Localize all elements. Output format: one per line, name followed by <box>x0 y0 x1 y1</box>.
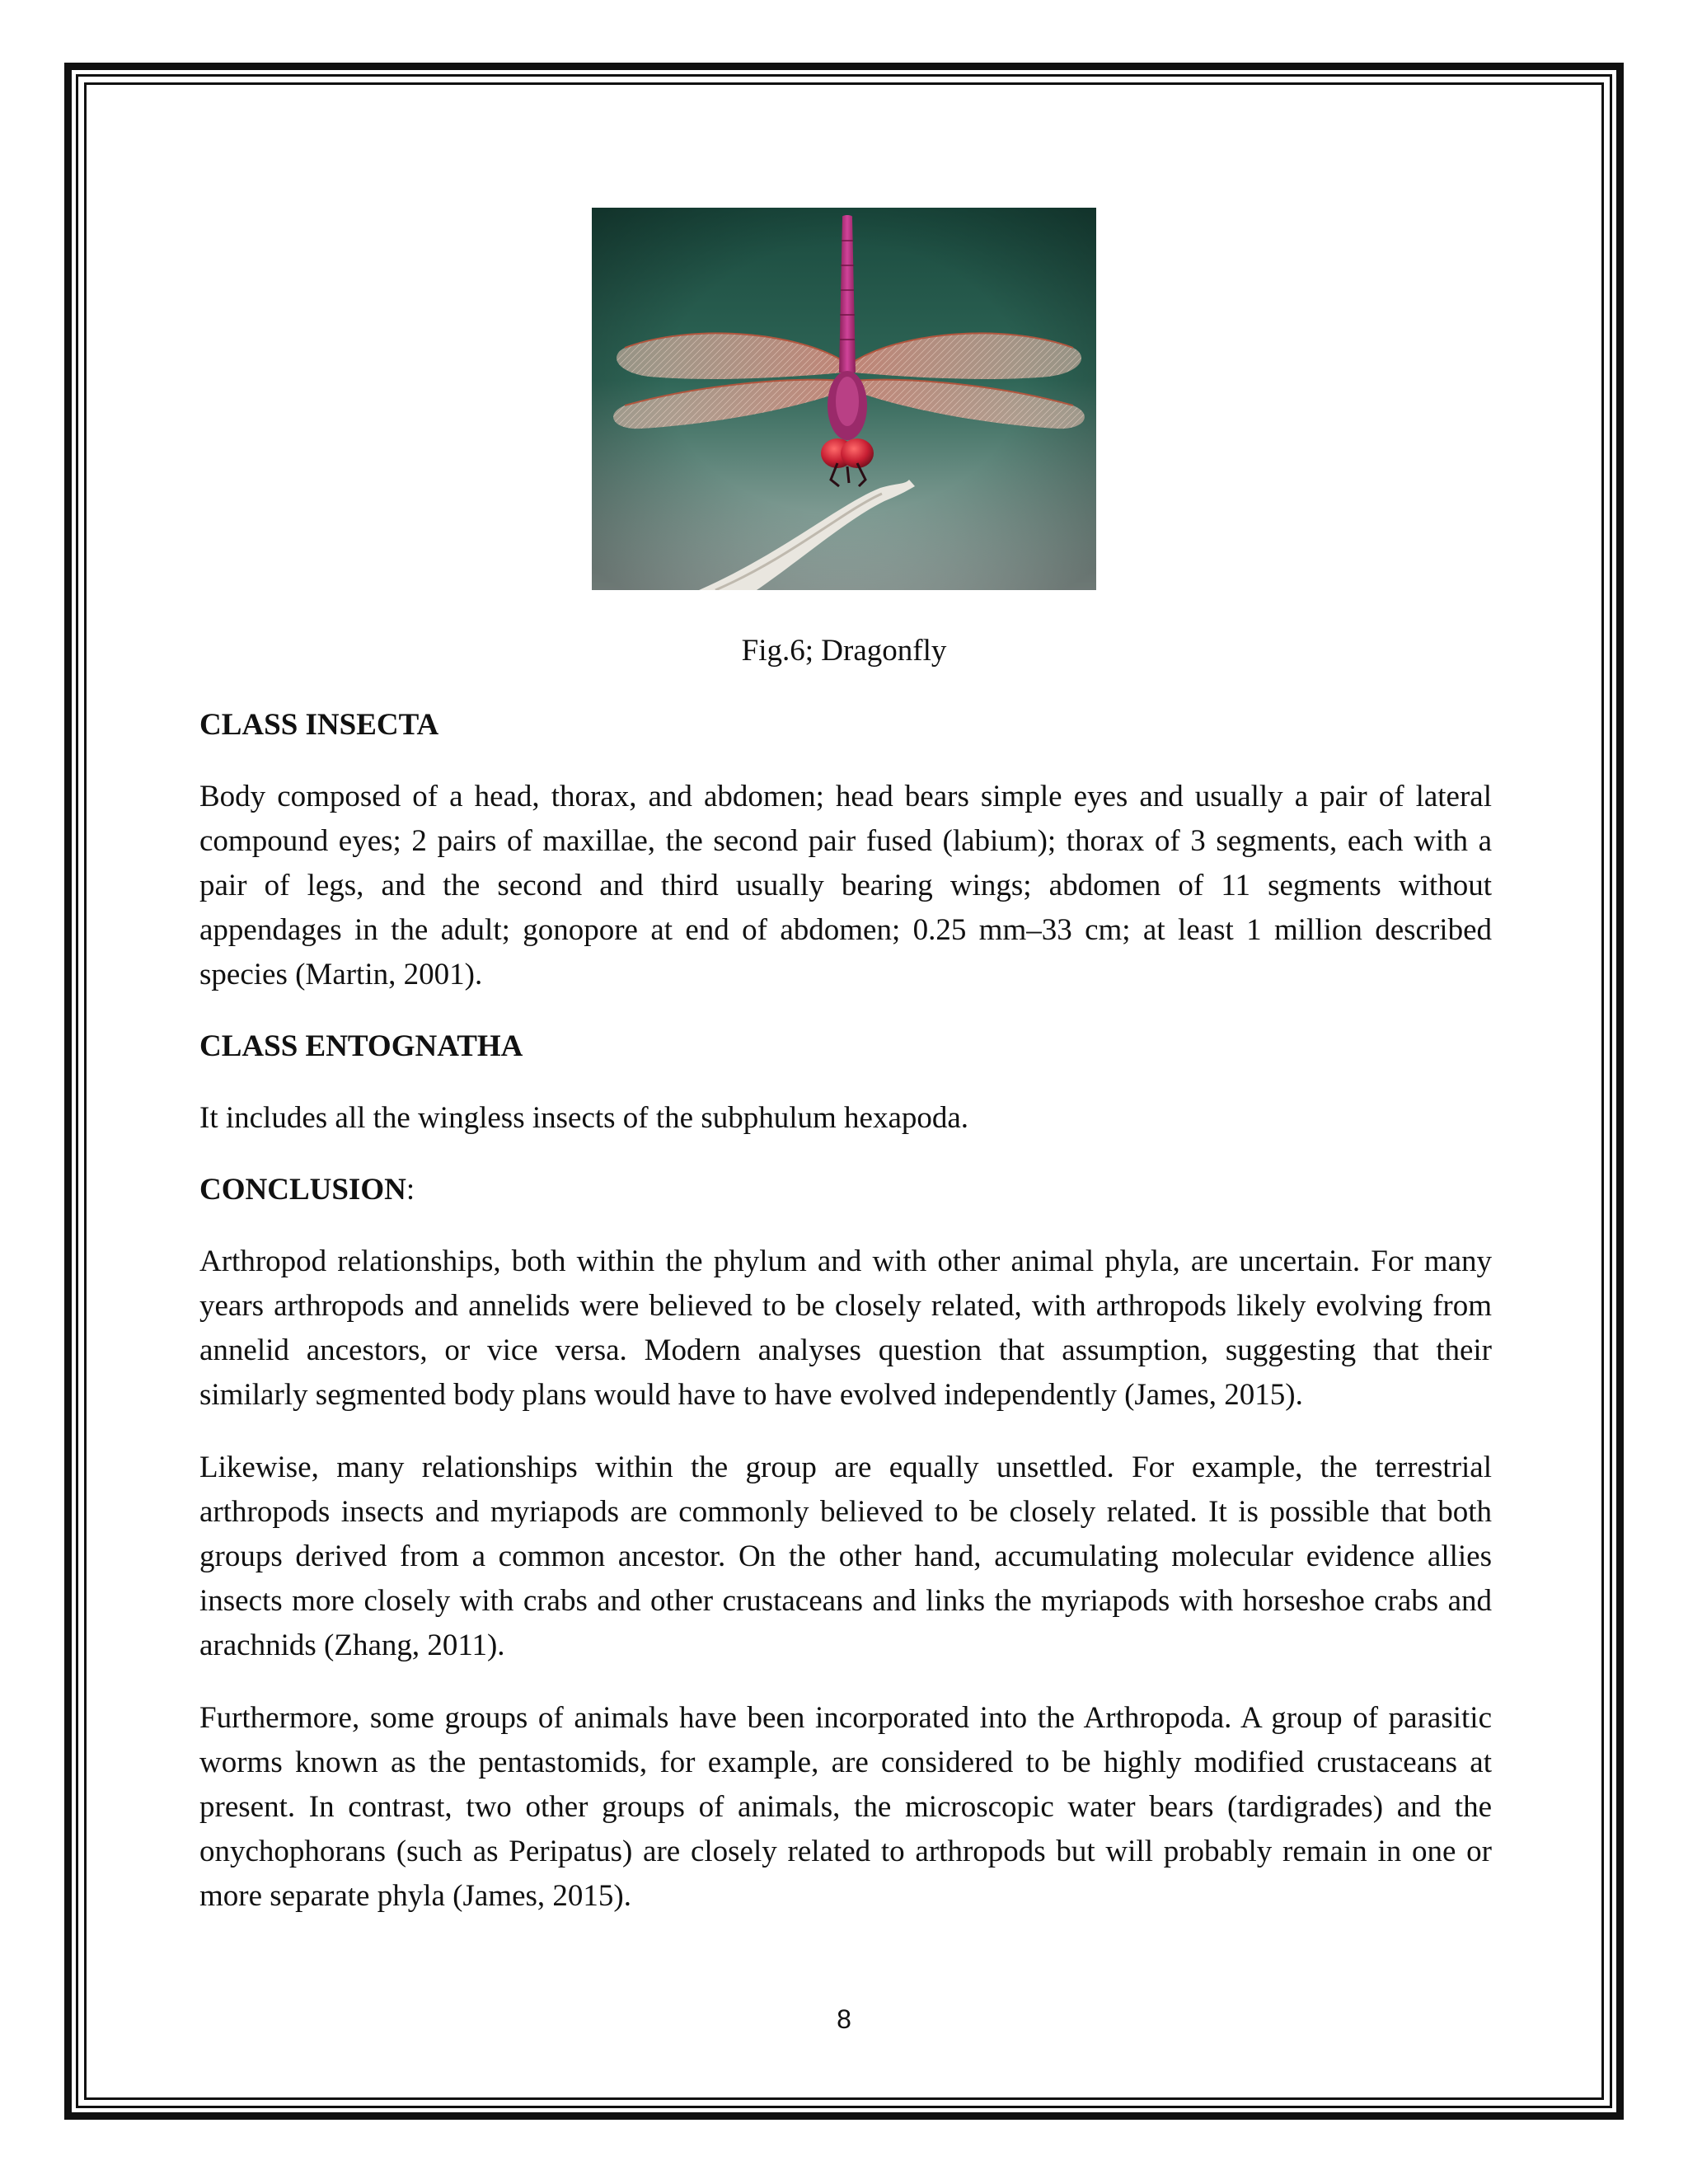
figure-caption-text: Fig.6; Dragonfly <box>741 634 947 668</box>
section-heading-conclusion <box>199 1170 1492 1210</box>
section-heading-entognatha: CLASS ENTOGNATHA <box>199 1029 523 1063</box>
document-body <box>199 705 1492 1919</box>
paragraph-conclusion-1: Arthropod relationships, both within the phylum and with other animal phyla, are uncertain. For many years arthropods and annelids were believed to be closely related, with arthropods likely evolving from annelid ancestors, or vice versa. Modern analyses question that assumption, suggesting that their similarly segmented body plans would have to have evolved independently (James, 2015). <box>199 1244 1492 1412</box>
paragraph-entognatha: It includes all the wingless insects of the subphulum hexapoda. <box>199 1101 969 1135</box>
figure-caption <box>0 631 1688 671</box>
paragraph-insecta: Body composed of a head, thorax, and abdomen; head bears simple eyes and usually a pair of lateral compound eyes; 2 pairs of maxillae, the second pair fused (labium); thorax of 3 segments, each with a pair of legs, and the second and third usually bearing wings; abdomen of 11 segments without appendages in the adult; gonopore at end of abdomen; 0.25 mm–33 cm; at least 1 million described species (Martin, 2001). <box>199 780 1492 991</box>
conclusion-heading-text: CONCLUSION <box>199 1173 406 1207</box>
page-number: 8 <box>837 2004 851 2034</box>
dragonfly-photo <box>592 208 1096 590</box>
paragraph-conclusion-3: Furthermore, some groups of animals have been incorporated into the Arthropoda. A group of parasitic worms known as the pentastomids, for example, are considered to be highly modified crustaceans at present. In contrast, two other groups of animals, the microscopic water bears (tardigrades) and the onychophorans (such as Peripatus) are closely related to arthropods but will probably remain in one or more separate phyla (James, 2015). <box>199 1701 1492 1913</box>
paragraph-conclusion-2: Likewise, many relationships within the group are equally unsettled. For example, the terrestrial arthropods insects and myriapods are commonly believed to be closely related. It is possible that both groups derived from a common ancestor. On the other hand, accumulating molecular evidence allies insects more closely with crabs and other crustaceans and links the myriapods with horseshoe crabs and arachnids (Zhang, 2011). <box>199 1451 1492 1662</box>
conclusion-heading-colon: : <box>406 1173 415 1207</box>
section-heading-insecta: CLASS INSECTA <box>199 708 439 742</box>
